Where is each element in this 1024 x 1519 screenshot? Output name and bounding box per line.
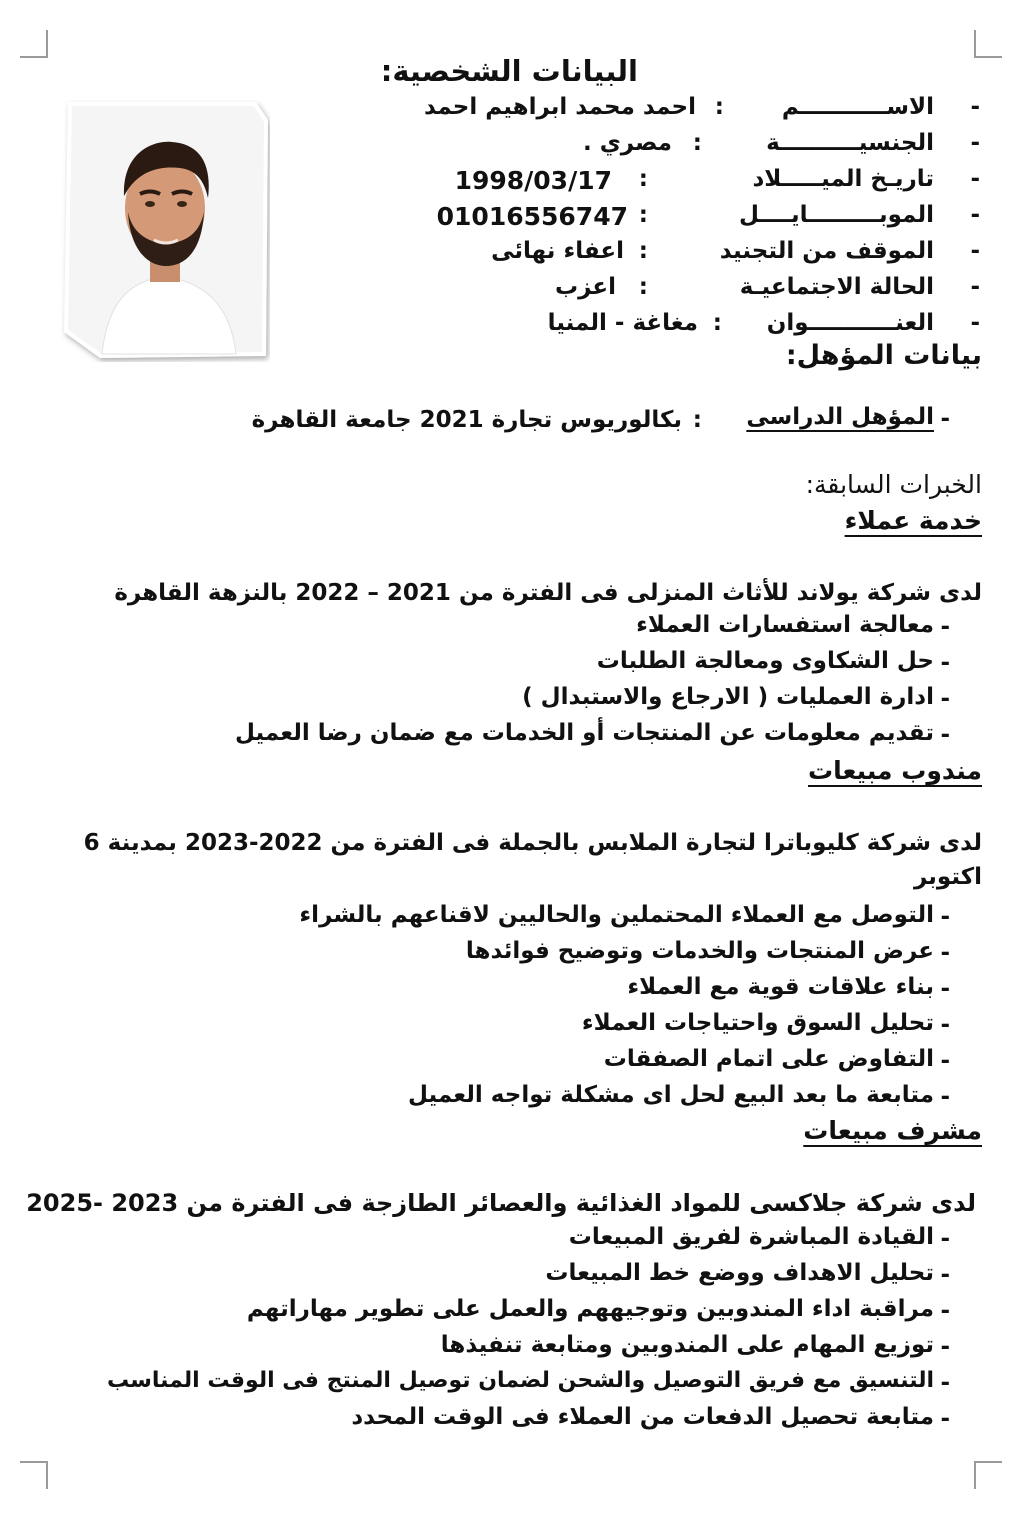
personal-section-title: البيانات الشخصية:	[380, 54, 638, 88]
job-role: مشرف مبيعات	[803, 1116, 982, 1145]
job-company: لدى شركة جلاكسى للمواد الغذائية والعصائر الطازجة فى الفترة من 2023 -2025	[26, 1189, 976, 1217]
job-company: لدى شركة يولاند للأثاث المنزلى فى الفترة من 2021 – 2022 بالنزهة القاهرة	[114, 580, 982, 606]
crop-mark-top-right	[974, 30, 1002, 58]
info-label: الحالة الاجتماعيـة	[739, 274, 934, 300]
list-dash: -	[940, 686, 950, 712]
job-role: خدمة عملاء	[844, 506, 982, 535]
job-task: التفاوض على اتمام الصفقات	[603, 1046, 934, 1072]
list-dash: -	[940, 1334, 950, 1360]
job-task: تحليل الاهداف ووضع خط المبيعات	[545, 1260, 934, 1286]
job-task: متابعة تحصيل الدفعات من العملاء فى الوقت المحدد	[351, 1404, 934, 1430]
info-colon: :	[712, 310, 722, 336]
job-role: مندوب مبيعات	[808, 756, 982, 785]
job-task: بناء علاقات قوية مع العملاء	[627, 974, 934, 1000]
list-dash: -	[940, 406, 950, 432]
info-value: 1998/03/17	[454, 166, 612, 195]
info-value: مغاغة - المنيا	[547, 310, 698, 336]
list-dash: -	[940, 1370, 950, 1396]
info-colon: :	[638, 202, 648, 228]
qualification-value: بكالوريوس تجارة 2021 جامعة القاهرة	[251, 407, 682, 433]
qualification-colon: :	[692, 407, 702, 433]
info-value: احمد محمد ابراهيم احمد	[424, 94, 696, 120]
list-dash: -	[940, 722, 950, 748]
job-task: التنسيق مع فريق التوصيل والشحن لضمان توصيل المنتج فى الوقت المناسب	[106, 1368, 934, 1393]
qualification-label: المؤهل الدراسى	[746, 404, 934, 430]
list-dash: -	[940, 976, 950, 1002]
info-label: تاريـخ الميـــــلاد	[752, 166, 934, 192]
list-dash: -	[970, 130, 980, 156]
list-dash: -	[940, 614, 950, 640]
job-task: توزيع المهام على المندوبين ومتابعة تنفيذها	[440, 1332, 934, 1358]
job-task: عرض المنتجات والخدمات وتوضيح فوائدها	[465, 938, 934, 964]
info-label: الموقف من التجنيد	[719, 238, 934, 264]
job-company: لدى شركة كليوباترا لتجارة الملابس بالجملة فى الفترة من 2022-2023 بمدينة 6	[83, 830, 982, 856]
info-value: اعزب	[554, 274, 616, 300]
profile-photo-image	[60, 100, 270, 362]
list-dash: -	[970, 310, 980, 336]
list-dash: -	[940, 940, 950, 966]
qualification-section-title: بيانات المؤهل:	[785, 340, 982, 371]
info-row-marital	[414, 274, 980, 306]
list-dash: -	[940, 650, 950, 676]
info-colon: :	[638, 238, 648, 264]
list-dash: -	[970, 274, 980, 300]
info-colon: :	[692, 130, 702, 156]
list-dash: -	[970, 202, 980, 228]
info-label: العنـــــــــــوان	[766, 310, 934, 336]
list-dash: -	[970, 238, 980, 264]
info-row-birthdate	[414, 166, 980, 198]
info-label: الجنسيــــــــــة	[766, 130, 934, 156]
crop-mark-bottom-right	[974, 1461, 1002, 1489]
job-task: القيادة المباشرة لفريق المبيعات	[568, 1224, 934, 1250]
info-row-name	[414, 94, 980, 126]
info-colon: :	[638, 274, 648, 300]
info-value: اعفاء نهائى	[491, 238, 624, 264]
list-dash: -	[970, 94, 980, 120]
profile-photo	[60, 100, 270, 362]
info-colon: :	[714, 94, 724, 120]
list-dash: -	[940, 1012, 950, 1038]
job-task: معالجة استفسارات العملاء	[636, 612, 934, 638]
list-dash: -	[970, 166, 980, 192]
job-task: ادارة العمليات ( الارجاع والاستبدال )	[522, 684, 934, 710]
info-row-military	[414, 238, 980, 270]
list-dash: -	[940, 1262, 950, 1288]
job-task: تحليل السوق واحتياجات العملاء	[581, 1010, 934, 1036]
job-task: تقديم معلومات عن المنتجات أو الخدمات مع ضمان رضا العميل	[234, 720, 934, 746]
list-dash: -	[940, 1048, 950, 1074]
job-task: التوصل مع العملاء المحتملين والحاليين لاقناعهم بالشراء	[299, 902, 934, 928]
info-label: الاســـــــــــم	[781, 94, 934, 120]
info-value: 01016556747	[436, 202, 628, 231]
info-value: مصري .	[582, 130, 672, 156]
info-label: الموبـــــــــايــــل	[739, 202, 934, 228]
info-row-mobile	[414, 202, 980, 234]
info-row-address	[414, 310, 980, 342]
crop-mark-bottom-left	[20, 1461, 48, 1489]
job-company-continued: اكتوبر	[913, 864, 982, 890]
list-dash: -	[940, 1084, 950, 1110]
list-dash: -	[940, 904, 950, 930]
job-task: حل الشكاوى ومعالجة الطلبات	[596, 648, 934, 674]
list-dash: -	[940, 1298, 950, 1324]
experience-section-title: الخبرات السابقة:	[805, 470, 982, 499]
list-dash: -	[940, 1226, 950, 1252]
list-dash: -	[940, 1406, 950, 1432]
info-row-nationality	[414, 130, 980, 162]
job-task: متابعة ما بعد البيع لحل اى مشكلة تواجه العميل	[407, 1082, 934, 1108]
crop-mark-top-left	[20, 30, 48, 58]
info-colon: :	[638, 166, 648, 192]
job-task: مراقبة اداء المندوبين وتوجيههم والعمل على تطوير مهاراتهم	[246, 1296, 934, 1322]
